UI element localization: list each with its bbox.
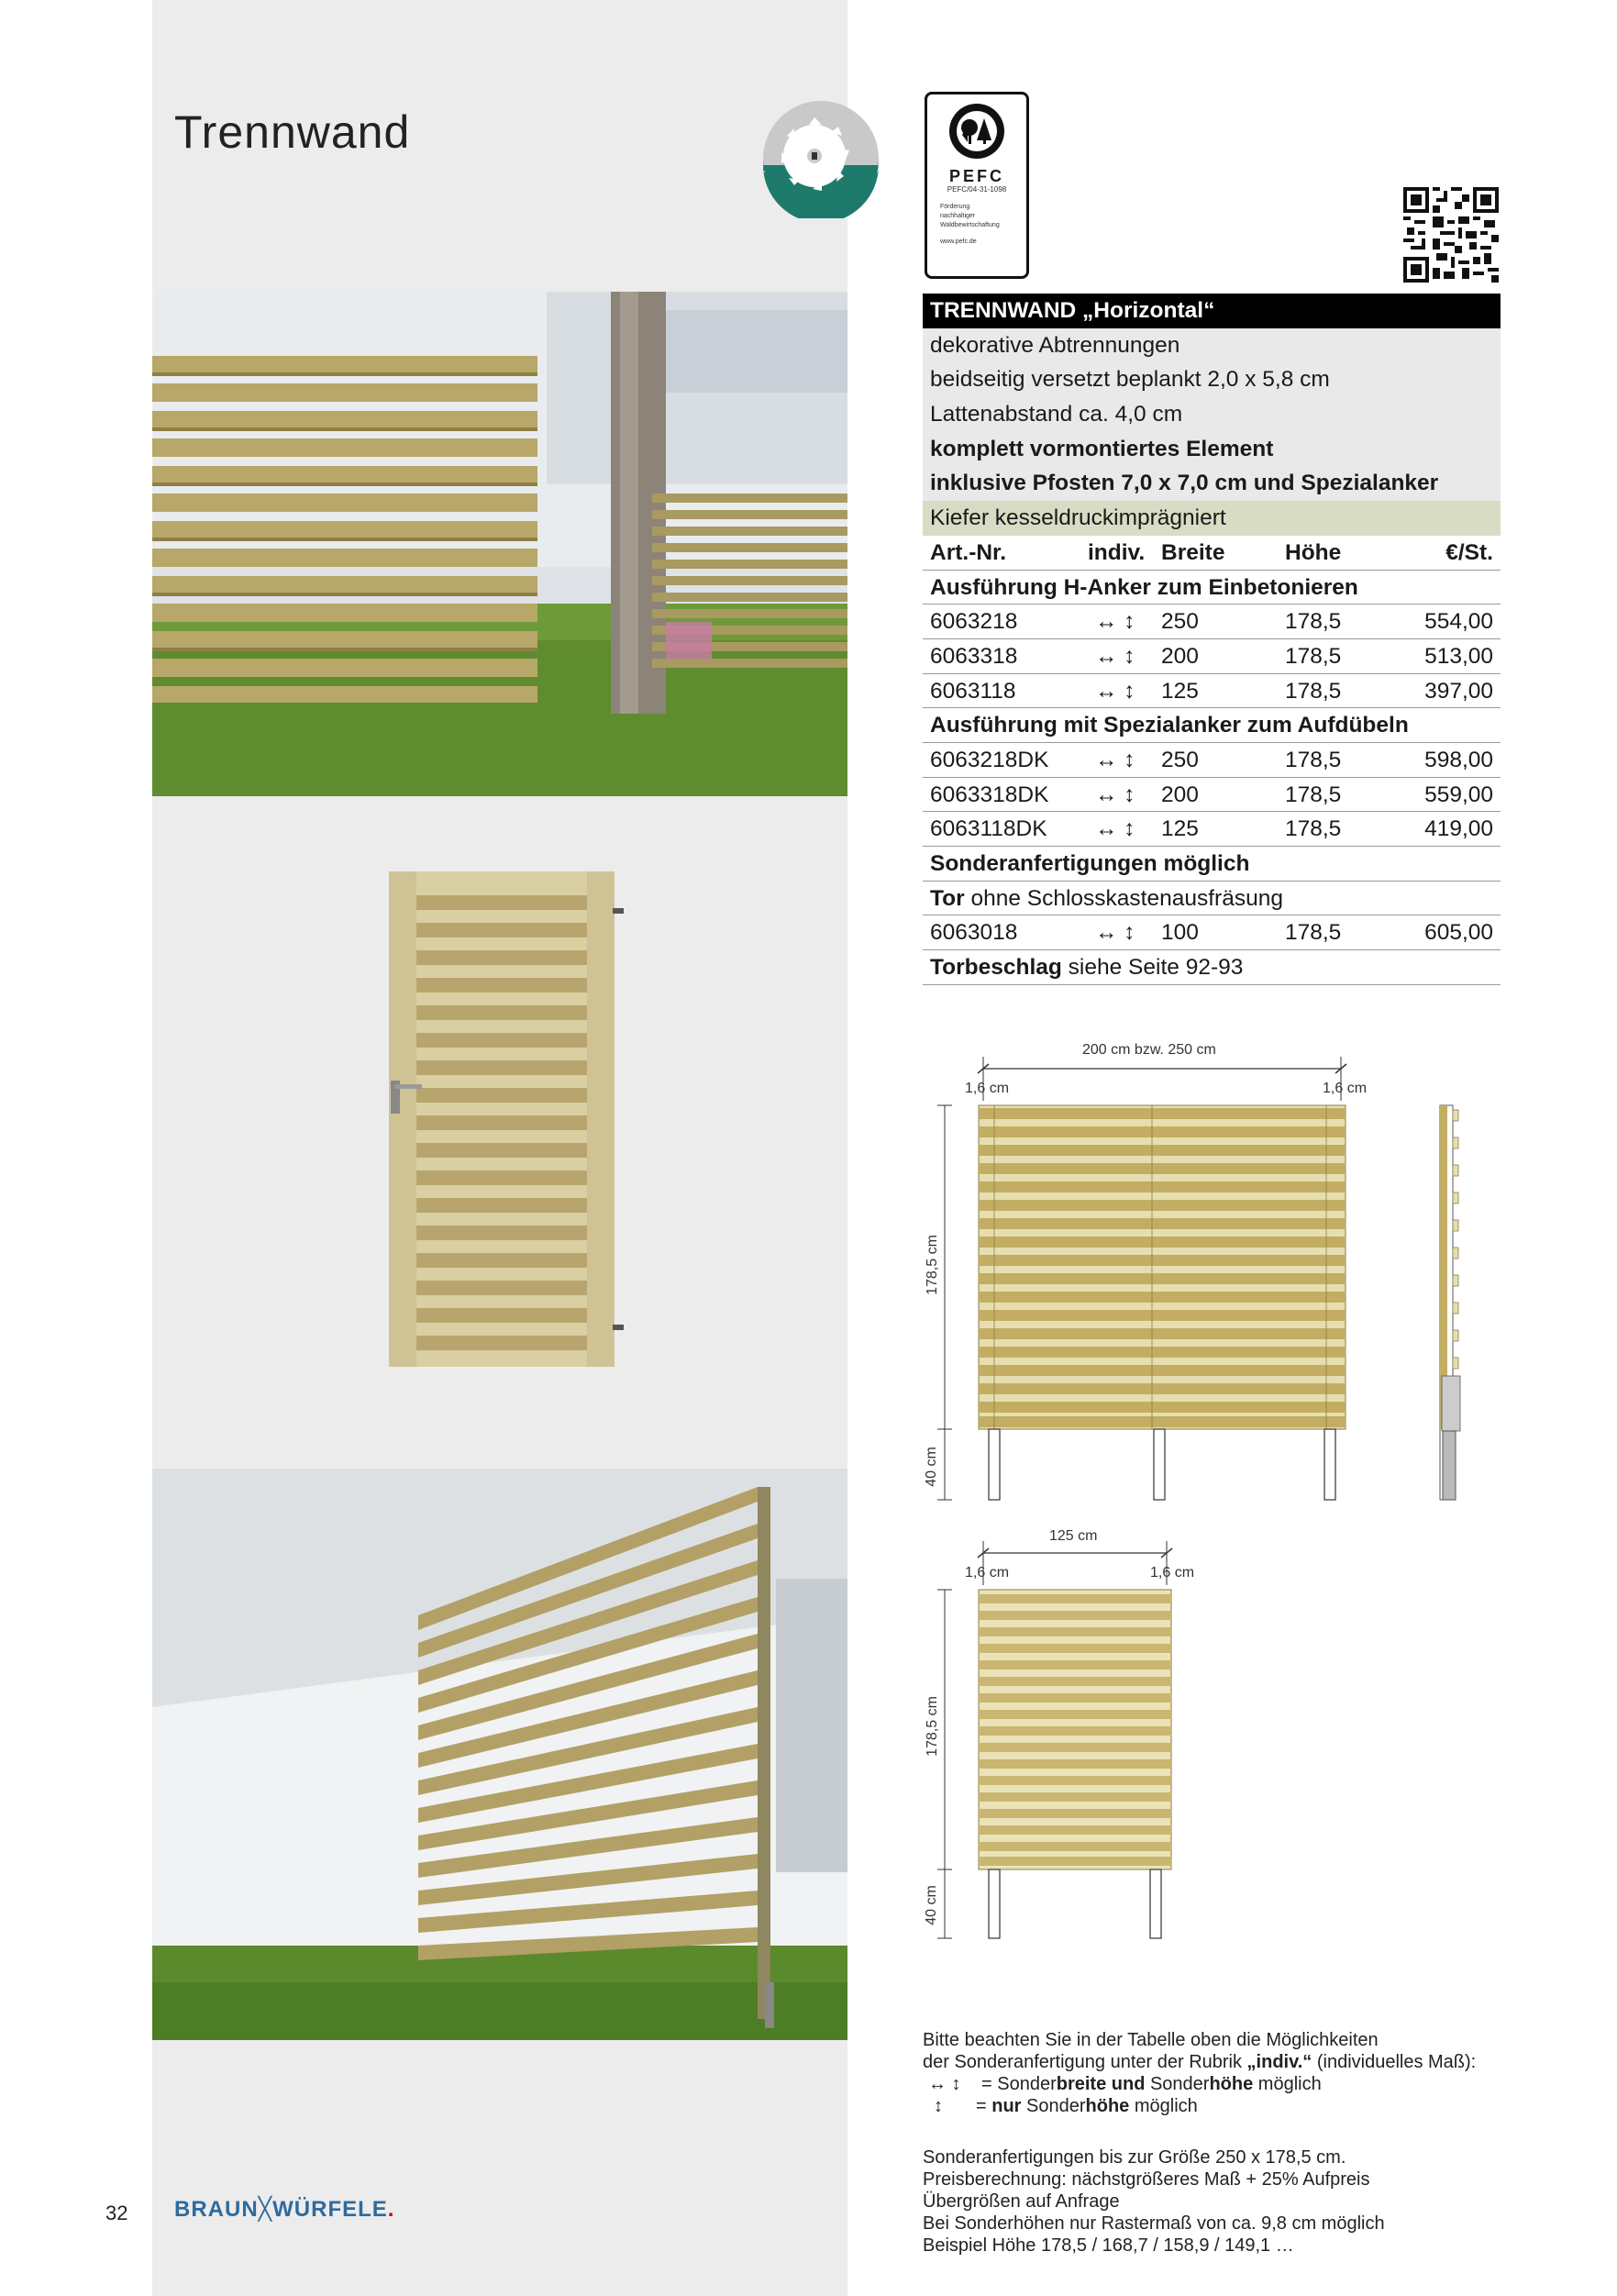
pefc-certificate-badge (925, 92, 1029, 279)
section-h-anker: Ausführung H-Anker zum Einbetonieren (923, 571, 1501, 605)
cell-breite: 125 (1161, 816, 1199, 842)
page-title: Trennwand (174, 106, 411, 158)
cell-breite: 200 (1161, 643, 1199, 669)
cell-preis: 513,00 (1424, 643, 1493, 669)
drawing-wide-svg (917, 1037, 1513, 1514)
legend-symbol-height: ↕ (934, 2096, 943, 2116)
drawing-narrow-width: 125 cm (1049, 1528, 1098, 1544)
condition-line: Bei Sonderhöhen nur Rastermaß von ca. 9,8 cm möglich (923, 2213, 1385, 2234)
condition-line: Übergrößen auf Anfrage (923, 2191, 1120, 2212)
cell-hoehe: 178,5 (1285, 782, 1342, 807)
cell-indiv: ↔ ↕ (1095, 920, 1135, 946)
cell-preis: 559,00 (1424, 782, 1493, 807)
drawing-narrow-gap-left: 1,6 cm (965, 1565, 1010, 1581)
pefc-url[interactable]: www.pefc.de (940, 238, 977, 245)
product-desc-bold-1: komplett vormontiertes Element (923, 432, 1501, 467)
product-photo-garden (152, 292, 847, 796)
condition-line: Beispiel Höhe 178,5 / 168,7 / 158,9 / 149,1 … (923, 2235, 1294, 2256)
product-desc-2: beidseitig versetzt beplankt 2,0 x 5,8 cm (923, 362, 1501, 397)
product-photo-wall (152, 1469, 847, 2040)
condition-line: Preisberechnung: nächstgrößeres Maß + 25% Aufpreis (923, 2169, 1370, 2190)
product-material: Kiefer kesseldruckimprägniert (923, 501, 1501, 536)
saw-blade-icon (761, 99, 880, 218)
drawing-wide-gap-right: 1,6 cm (1323, 1081, 1368, 1096)
technical-drawing-wide (917, 1037, 1513, 1514)
pefc-line2: nachhaltiger (940, 213, 976, 219)
product-photo-gate (385, 868, 626, 1370)
drawing-narrow-post: 40 cm (923, 1885, 939, 1925)
note-line-2b: „indiv.“ (1246, 2052, 1312, 2072)
cell-indiv: ↔ ↕ (1095, 816, 1135, 842)
note-line-2 (923, 2051, 1528, 2073)
col-hoehe: Höhe (1285, 539, 1342, 565)
cell-breite: 250 (1161, 609, 1199, 635)
note-line-1: Bitte beachten Sie in der Tabelle oben die Möglichkeiten (923, 2030, 1379, 2050)
pefc-name: PEFC (948, 167, 1004, 185)
cell-art: 6063318 (930, 643, 1018, 669)
pefc-tree-icon (927, 94, 1026, 168)
col-art: Art.-Nr. (930, 539, 1007, 565)
pefc-line1: Förderung (940, 204, 970, 210)
pefc-line3: Waldbewirtschaftung (940, 222, 1000, 228)
brand-part1: BRAUN (174, 2197, 259, 2222)
table-row (923, 605, 1501, 639)
notes-conditions (923, 2146, 1528, 2257)
table-row (923, 812, 1501, 847)
torbeschlag-label (923, 950, 1501, 985)
legend-2d: höhe (1085, 2096, 1130, 2116)
brand-part2: WÜRFELE (272, 2197, 388, 2222)
product-desc-1: dekorative Abtrennungen (923, 328, 1501, 363)
cell-hoehe: 178,5 (1285, 643, 1342, 669)
table-row (923, 674, 1501, 709)
notes-sonderanfertigung (923, 2029, 1528, 2117)
drawing-narrow-gap-right: 1,6 cm (1150, 1565, 1195, 1581)
tor-label (923, 882, 1501, 916)
pefc-code: PEFC/04-31-1098 (947, 185, 1007, 194)
technical-drawing-narrow (917, 1521, 1195, 1943)
product-table (923, 294, 1501, 985)
section-spezialanker: Ausführung mit Spezialanker zum Aufdübeln (923, 708, 1501, 743)
cell-preis: 598,00 (1424, 747, 1493, 772)
torbeschlag-link[interactable]: siehe Seite 92-93 (1061, 955, 1244, 981)
cell-preis: 605,00 (1424, 920, 1493, 946)
cell-indiv: ↔ ↕ (1095, 782, 1135, 807)
legend-1a: = Sonder (981, 2074, 1057, 2094)
tor-rest: ohne Schlosskastenausfräsung (964, 885, 1283, 911)
cell-art: 6063318DK (930, 782, 1049, 807)
table-row (923, 743, 1501, 778)
legend-1e: möglich (1253, 2074, 1322, 2094)
product-desc-3: Lattenabstand ca. 4,0 cm (923, 397, 1501, 432)
drawing-wide-width: 200 cm bzw. 250 cm (1082, 1042, 1216, 1058)
legend-1c: Sonder (1145, 2074, 1210, 2094)
condition-line: Sonderanfertigungen bis zur Größe 250 x 178,5 cm. (923, 2147, 1346, 2168)
cell-art: 6063118 (930, 678, 1016, 704)
cell-hoehe: 178,5 (1285, 678, 1342, 704)
drawing-narrow-height: 178,5 cm (924, 1696, 940, 1757)
cell-indiv: ↔ ↕ (1095, 747, 1135, 772)
cell-breite: 200 (1161, 782, 1199, 807)
cell-breite: 125 (1161, 678, 1199, 704)
legend-2b: nur (991, 2096, 1022, 2116)
table-header (923, 536, 1501, 571)
legend-2c: Sonder (1021, 2096, 1086, 2116)
table-row (923, 778, 1501, 813)
legend-2e: möglich (1129, 2096, 1198, 2116)
note-line-2c: (individuelles Maß): (1312, 2052, 1477, 2072)
page-number: 32 (105, 2202, 128, 2224)
legend-symbol-both: ↔ ↕ (928, 2074, 961, 2094)
cell-breite: 100 (1161, 920, 1199, 946)
cell-preis: 397,00 (1424, 678, 1493, 704)
col-preis: €/St. (1445, 539, 1493, 565)
drawing-narrow-svg (917, 1521, 1195, 1943)
cell-art: 6063218DK (930, 747, 1049, 772)
cell-art: 6063218 (930, 609, 1018, 635)
tor-bold: Tor (930, 885, 965, 911)
brand-dot: . (387, 2197, 395, 2222)
cell-preis: 554,00 (1424, 609, 1493, 635)
cell-art: 6063018 (930, 920, 1018, 946)
legend-row-1 (923, 2073, 1528, 2095)
brand-x-icon: ╳ (258, 2197, 273, 2222)
cell-hoehe: 178,5 (1285, 920, 1342, 946)
drawing-wide-post: 40 cm (923, 1447, 939, 1487)
cell-indiv: ↔ ↕ (1095, 609, 1135, 635)
table-row (923, 639, 1501, 674)
legend-1b: breite und (1056, 2074, 1146, 2094)
col-indiv: indiv. (1088, 539, 1146, 565)
product-title: TRENNWAND „Horizontal“ (923, 294, 1501, 328)
note-line-2a: der Sonderanfertigung unter der Rubrik (923, 2052, 1247, 2072)
cell-hoehe: 178,5 (1285, 816, 1342, 842)
drawing-wide-gap-left: 1,6 cm (965, 1081, 1010, 1096)
brand-logo (174, 2196, 394, 2223)
cell-indiv: ↔ ↕ (1095, 643, 1135, 669)
cell-breite: 250 (1161, 747, 1199, 772)
legend-2a: = (976, 2096, 992, 2116)
table-row (923, 915, 1501, 950)
drawing-wide-height: 178,5 cm (924, 1235, 940, 1295)
product-desc-bold-2: inklusive Pfosten 7,0 x 7,0 cm und Spezialanker (923, 466, 1501, 501)
cell-hoehe: 178,5 (1285, 747, 1342, 772)
qr-code-icon[interactable] (1403, 187, 1499, 283)
sonderanfertigung-label: Sonderanfertigungen möglich (923, 847, 1501, 882)
legend-row-2 (923, 2095, 1528, 2117)
cell-art: 6063118DK (930, 816, 1047, 842)
cell-indiv: ↔ ↕ (1095, 678, 1135, 704)
torbeschlag-bold: Torbeschlag (930, 955, 1062, 981)
cell-preis: 419,00 (1424, 816, 1493, 842)
col-breite: Breite (1161, 539, 1225, 565)
legend-1d: höhe (1209, 2074, 1254, 2094)
cell-hoehe: 178,5 (1285, 609, 1342, 635)
